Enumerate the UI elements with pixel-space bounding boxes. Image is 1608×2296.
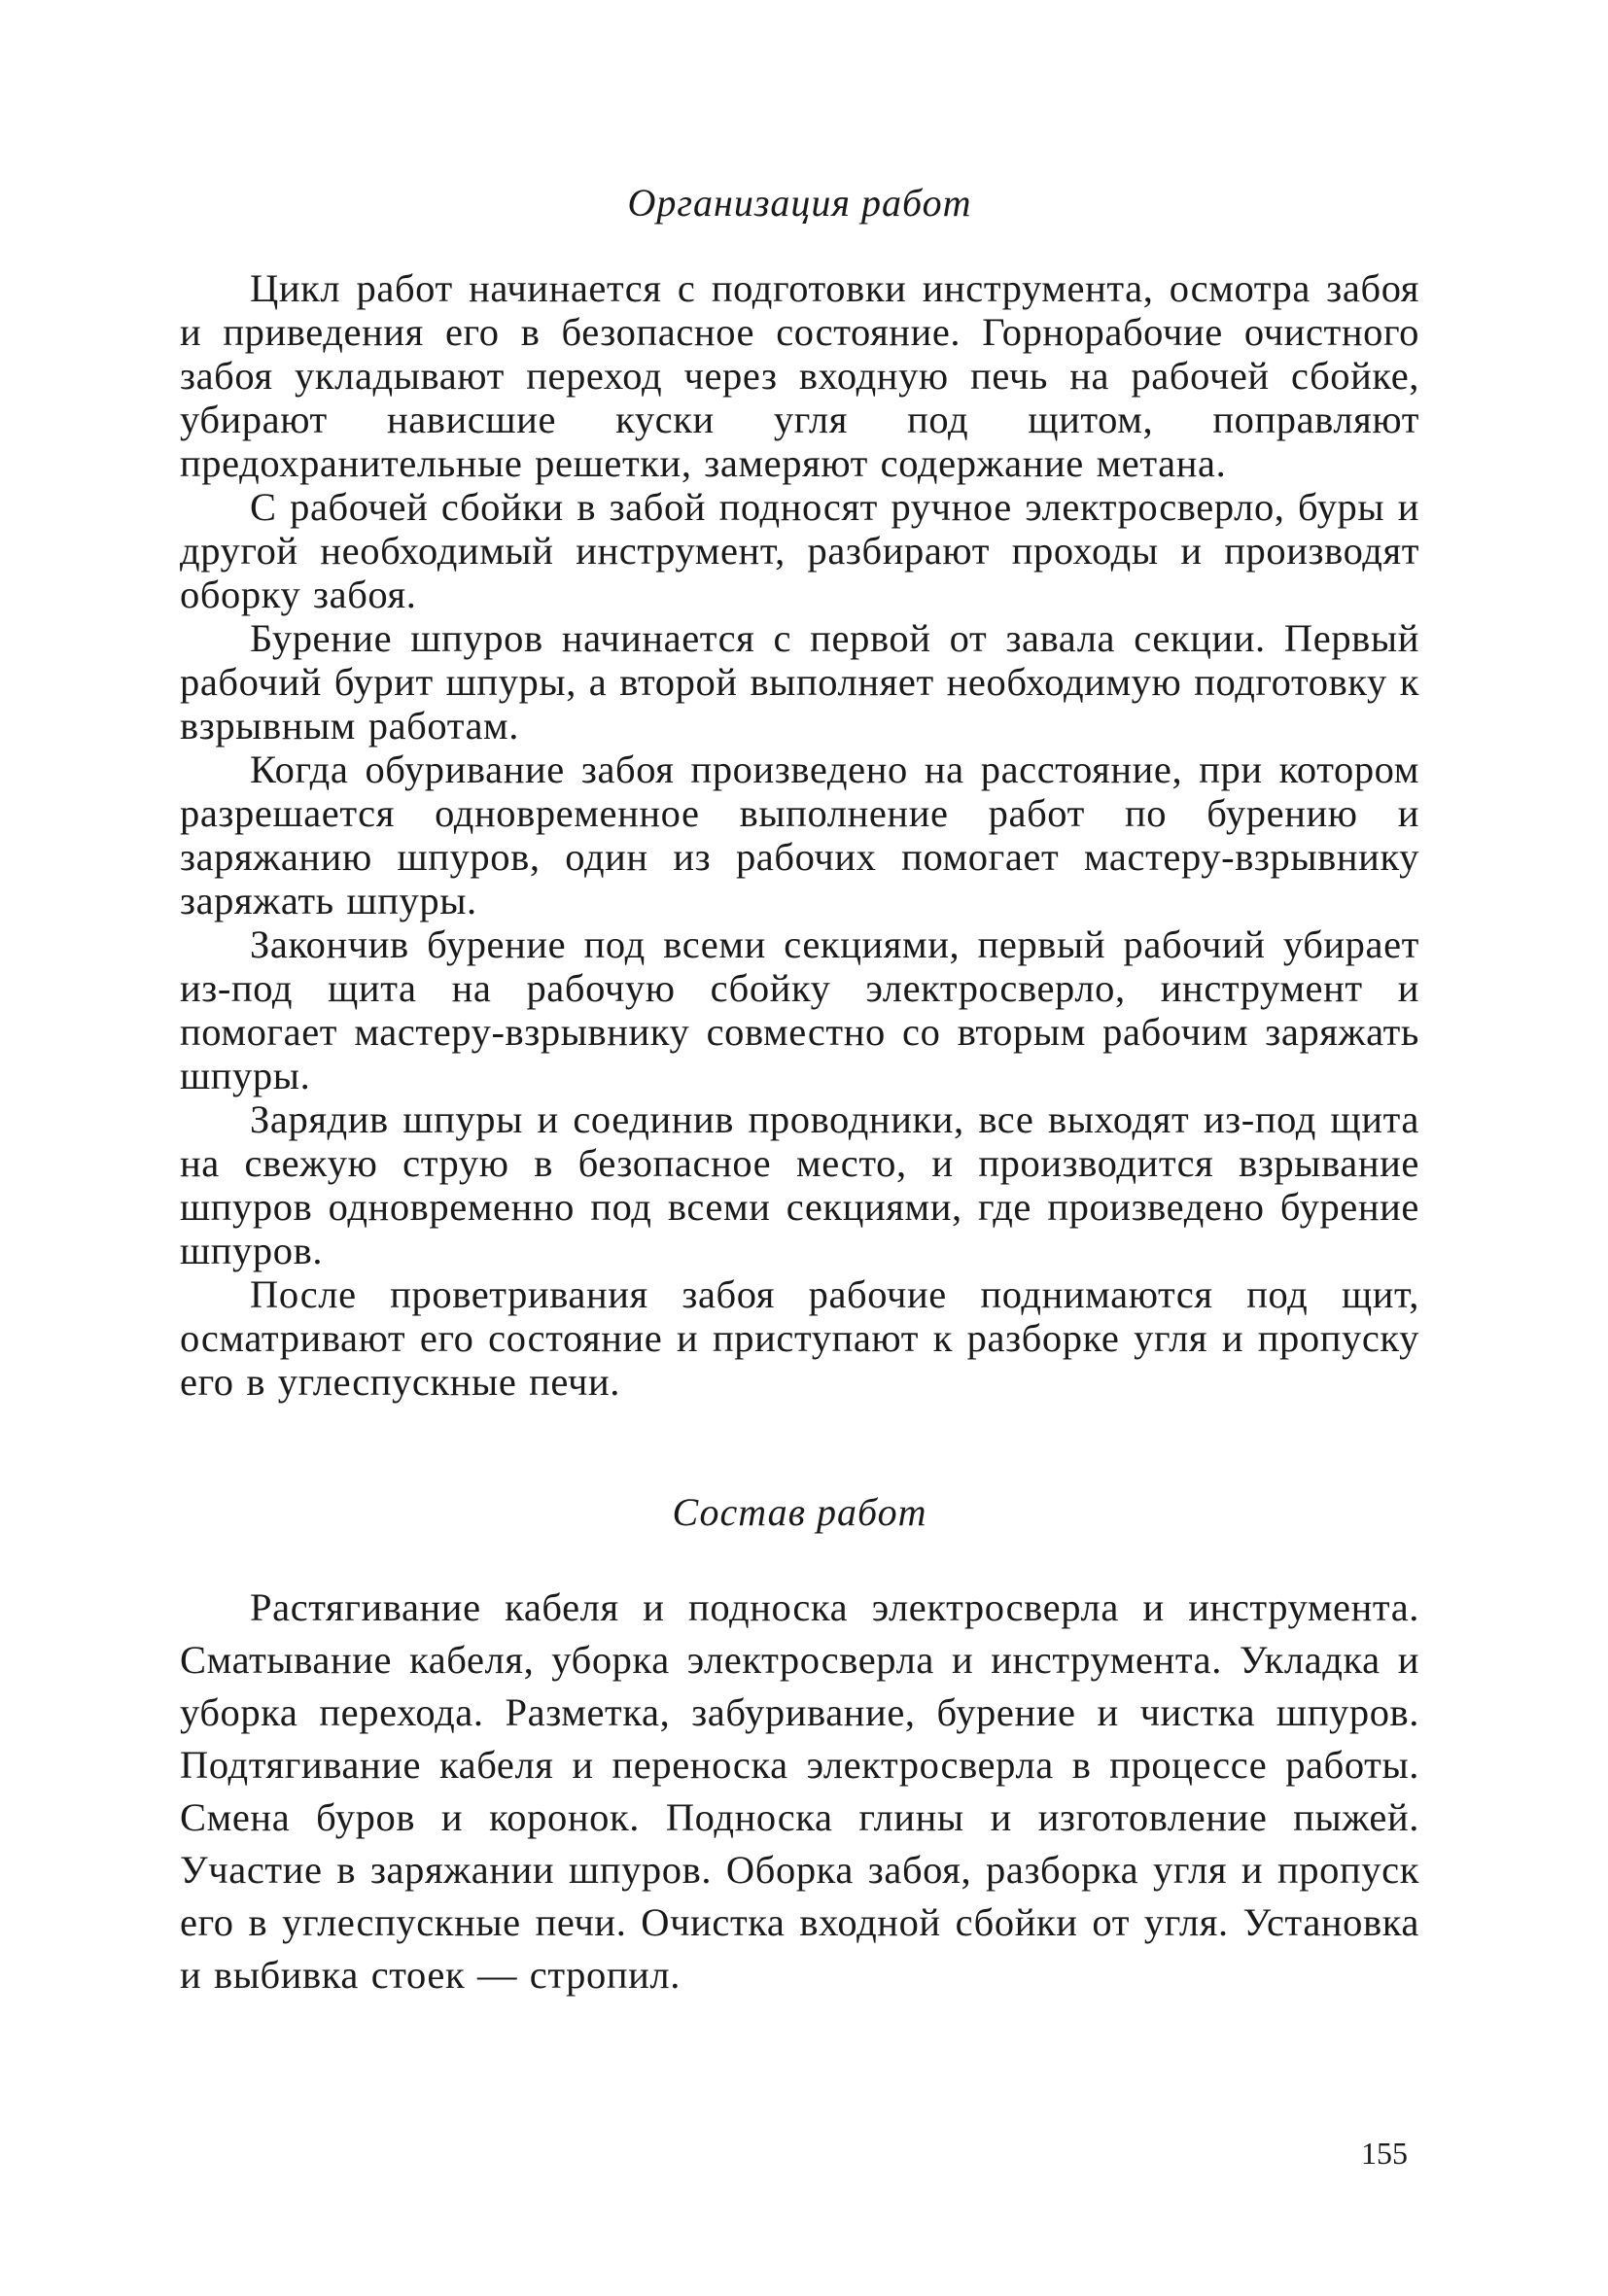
page-number: 155 [1361, 2136, 1408, 2171]
paragraph: Зарядив шпуры и соединив проводники, все выходят из-под щита на свежую струю в безопасное место, и производится взрывание шпуров одновременно под всеми секциями, где произведено бурение шпуров. [180, 1097, 1419, 1272]
paragraph: Цикл работ начинается с подготовки инструмента, осмотра забоя и приведения его в безопасное состояние. Горнорабочие очистного забоя укладывают переход через входную печь на рабочей сбойке, убирают нависшие куски угля под щитом, поправляют предохранительные решетки, замеряют содержание метана. [180, 266, 1419, 485]
section-heading: Состав работ [672, 1490, 927, 1534]
paragraph: Растягивание кабеля и подноска электросверла и инструмента. Сматывание кабеля, уборка электросверла и инструмента. Укладка и уборка перехода. Разметка, забуривание, бурение и чистка шпуров. Подтягивание кабеля и переноска электросверла в процессе работы. Смена буров и коронок. Подноска глины и изготовление пыжей. Участие в заряжании шпуров. Оборка забоя, разборка угля и пропуск его в углеспускные печи. Очистка входной сбойки от угля. Установка и выбивка стоек — стропил. [180, 1585, 1419, 1997]
section-work-organization [180, 180, 1419, 1404]
section-heading: Организация работ [627, 181, 972, 225]
paragraph: Бурение шпуров начинается с первой от завала секции. Первый рабочий бурит шпуры, а второй выполняет необходимую подготовку к взрывным работам. [180, 616, 1419, 748]
paragraph: После проветривания забоя рабочие поднимаются под щит, осматривают его состояние и приступают к разборке угля и пропуску его в углеспускные печи. [180, 1272, 1419, 1404]
paragraph: Когда обуривание забоя произведено на расстояние, при котором разрешается одновременное выполнение работ по бурению и заряжанию шпуров, один из рабочих помогает мастеру-взрывнику заряжать шпуры. [180, 748, 1419, 922]
document-page [180, 165, 1419, 2187]
paragraph: С рабочей сбойки в забой подносят ручное электросверло, буры и другой необходимый инструмент, разбирают проходы и производят оборку забоя. [180, 485, 1419, 616]
section-work-composition [180, 1489, 1419, 2001]
paragraph: Закончив бурение под всеми секциями, первый рабочий убирает из-под щита на рабочую сбойку электросверло, инструмент и помогает мастеру-взрывнику совместно со вторым рабочим заряжать шпуры. [180, 922, 1419, 1097]
